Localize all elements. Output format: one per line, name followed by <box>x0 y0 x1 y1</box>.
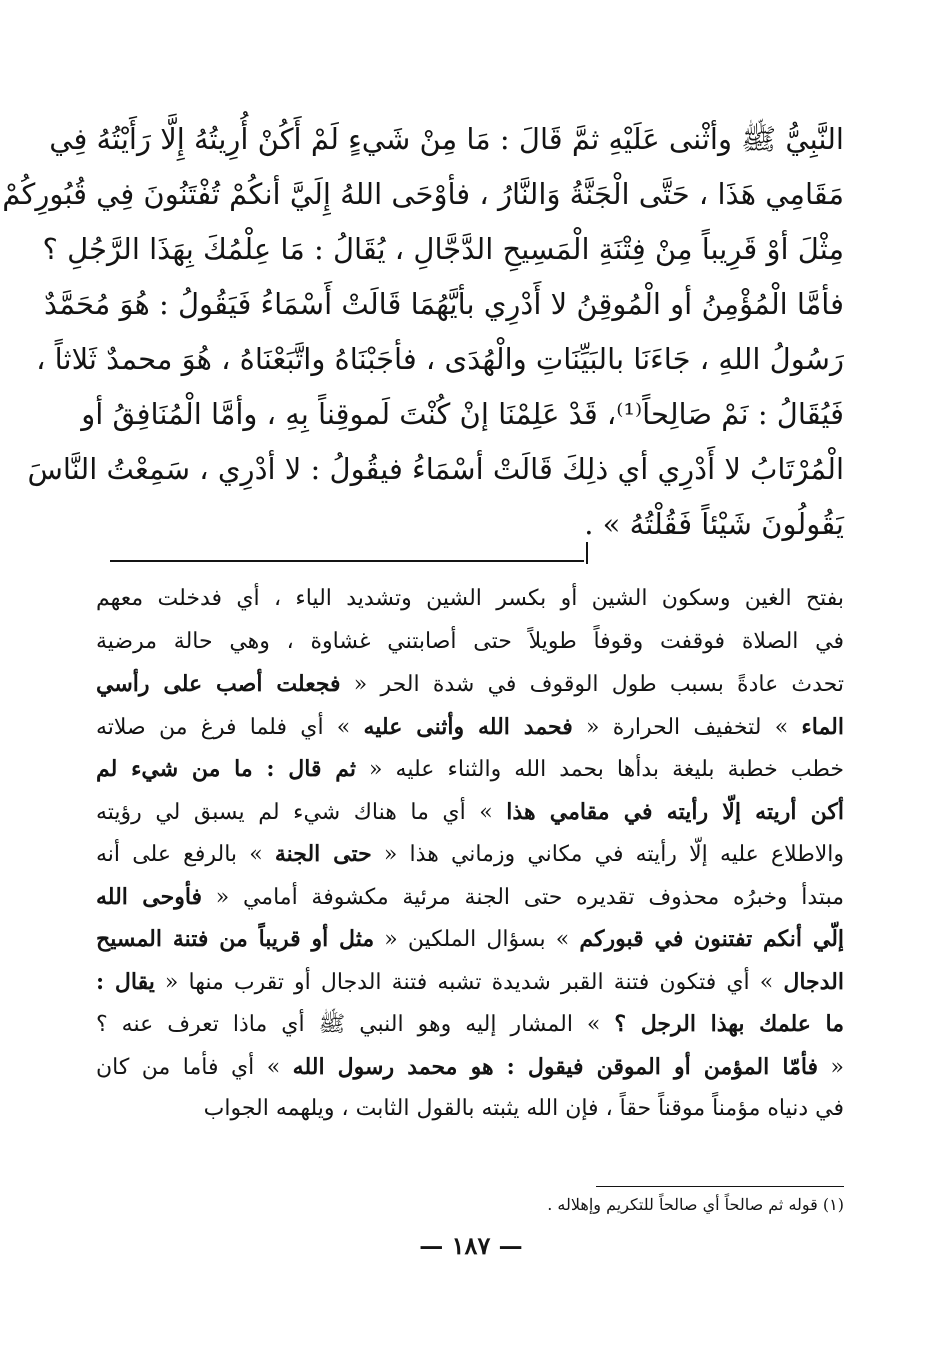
footnote-rule <box>596 1186 844 1187</box>
bold-quote-segment: ثم قال : ما من شيء لم <box>96 756 356 782</box>
text-segment: والاطلاع عليه إلّا رأيته في مكاني وزماني هذا « <box>371 842 845 867</box>
text-segment: في دنياه مؤمناً موقناً حقاً ، فإن الله يثبته بالقول الثابت ، ويلهمه الجواب <box>203 1096 844 1121</box>
text-segment: » بسؤال الملكين « <box>374 927 580 952</box>
commentary-line <box>96 833 844 876</box>
commentary-line <box>96 706 844 749</box>
text-segment: مبتدأ وخبرُه محذوف تقديره حتى الجنة مرئية مكشوفة أمامي « <box>202 884 844 910</box>
hadith-line: مَقَامِي هَذَا ، حَتَّى الْجَنَّةُ وَالنَّارُ ، فأوْحَى اللهُ إِلَيَّ أنكُمْ تُفْتَنُونَ فِي قُبُورِكُمْ <box>2 177 844 211</box>
commentary-line <box>96 918 844 961</box>
text-segment: » المشار إليه وهو النبي ﷺ أي ماذا تعرف عنه ؟ <box>96 1012 615 1037</box>
bold-quote-segment: حتى الجنة <box>274 841 372 867</box>
text-segment: » أي فأما من كان <box>96 1054 293 1080</box>
bold-quote-segment: يقال : <box>96 968 155 995</box>
commentary-line <box>96 1088 844 1131</box>
text-segment: » لتخفيف الحرارة « <box>572 714 802 740</box>
text-segment: في الصلاة فوقفت وقوفاً طويلاً حتى أصابتني غشاوة ، وهي حالة مرضية <box>96 628 844 654</box>
hadith-text <box>2 112 844 552</box>
text-segment: « <box>818 1054 844 1080</box>
bold-quote-segment: فأمّا المؤمن أو الموقن فيقول : هو محمد رسول الله <box>292 1053 819 1080</box>
hadith-line: النَّبِيُّ ﷺ وأثْنى عَلَيْهِ ثمَّ قَالَ : مَا مِنْ شَيءٍ لَمْ أَكُنْ أُرِيتُهُ إِلَّا رَأَيْتُهُ فِي <box>49 122 844 156</box>
bold-quote-segment: إلّي أنكم تفتنون في قبوركم <box>579 926 845 952</box>
text-segment: تحدث عادةً بسبب طول الوقوف في شدة الحر « <box>340 672 845 697</box>
text-segment: بفتح الغين وسكون الشين أو بكسر الشين وتشديد الياء ، أي فدخلت معهم <box>96 586 844 611</box>
bold-quote-segment: فجعلت أصب على رأسي <box>96 671 341 697</box>
hadith-line: رَسُولُ اللهِ ، جَاءَنَا بالبَيِّنَاتِ والْهُدَى ، فأجَبْنَاهُ واتَّبَعْنَاهُ ، هُوَ محمدٌ ثَلاثاً ، <box>36 342 844 376</box>
bold-quote-segment: فحمد الله وأثنى عليه <box>363 713 573 740</box>
commentary-line <box>96 961 844 1004</box>
section-divider <box>110 560 584 562</box>
hadith-line: الْمُرْتَابُ لا أَدْرِي أي ذلِكَ قَالَتْ أسْمَاءُ فيقُولُ : لا أدْرِي ، سَمِعْتُ النَّاسَ <box>27 452 844 486</box>
text-segment: » أي ما هناك شيء لم يسبق لي رؤيته <box>96 799 507 825</box>
bold-quote-segment: الدجال <box>783 968 844 995</box>
footnote: (١) قوله ثم صالحاً أي صالحاً للتكريم وإهلاله . <box>547 1195 844 1214</box>
text-segment: » بالرفع على أنه <box>96 842 275 867</box>
hadith-line: فَيُقَالُ : نَمْ صَالِحاً⁽¹⁾، قَدْ عَلِمْنَا إنْ كُنْتَ لَموقِناً بِهِ ، وأمَّا الْمُنَافِقُ أو <box>81 397 844 431</box>
text-segment: » أي فتكون فتنة القبر شديدة تشبه فتنة الدجال أو تقرب منها « <box>154 969 784 995</box>
hadith-line: مِثْلَ أوْ قَرِيباً مِنْ فِتْنَةِ الْمَسِيحِ الدَّجَّالِ ، يُقَالُ : مَا عِلْمُكَ بِهَذَا الرَّجُلِ ؟ <box>42 232 844 266</box>
commentary-line <box>96 1046 844 1089</box>
page-number: — ١٨٧ — <box>419 1231 523 1260</box>
bold-quote-segment: الماء <box>801 713 844 740</box>
commentary-line <box>96 748 844 791</box>
text-segment: خطب خطبة بليغة بدأها بحمد الله والثناء عليه « <box>355 757 844 782</box>
commentary-text <box>96 578 844 1131</box>
bold-quote-segment: فأوحى الله <box>96 883 203 910</box>
commentary-line <box>96 1003 844 1046</box>
commentary-line <box>96 876 844 919</box>
bold-quote-segment: مثل أو قريباً من فتنة المسيح <box>96 926 375 952</box>
text-segment: » أي فلما فرغ من صلاته <box>96 714 364 740</box>
hadith-line: يَقُولُونَ شَيْئاً فَقُلْتُهُ » . <box>584 507 844 541</box>
commentary-line <box>96 663 844 706</box>
commentary-line <box>96 578 844 621</box>
commentary-line <box>96 791 844 834</box>
bold-quote-segment: أكن أريته إلّا رأيته في مقامي هذا <box>506 798 844 825</box>
hadith-line: فأمَّا الْمُؤْمِنُ أو الْمُوقِنُ لا أَدْرِي بأيَّهُمَا قَالَتْ أَسْمَاءُ فَيَقُولُ : هُوَ مُحَمَّدٌ <box>44 287 844 321</box>
commentary-line <box>96 621 844 664</box>
bold-quote-segment: ما علمك بهذا الرجل ؟ <box>614 1011 845 1037</box>
